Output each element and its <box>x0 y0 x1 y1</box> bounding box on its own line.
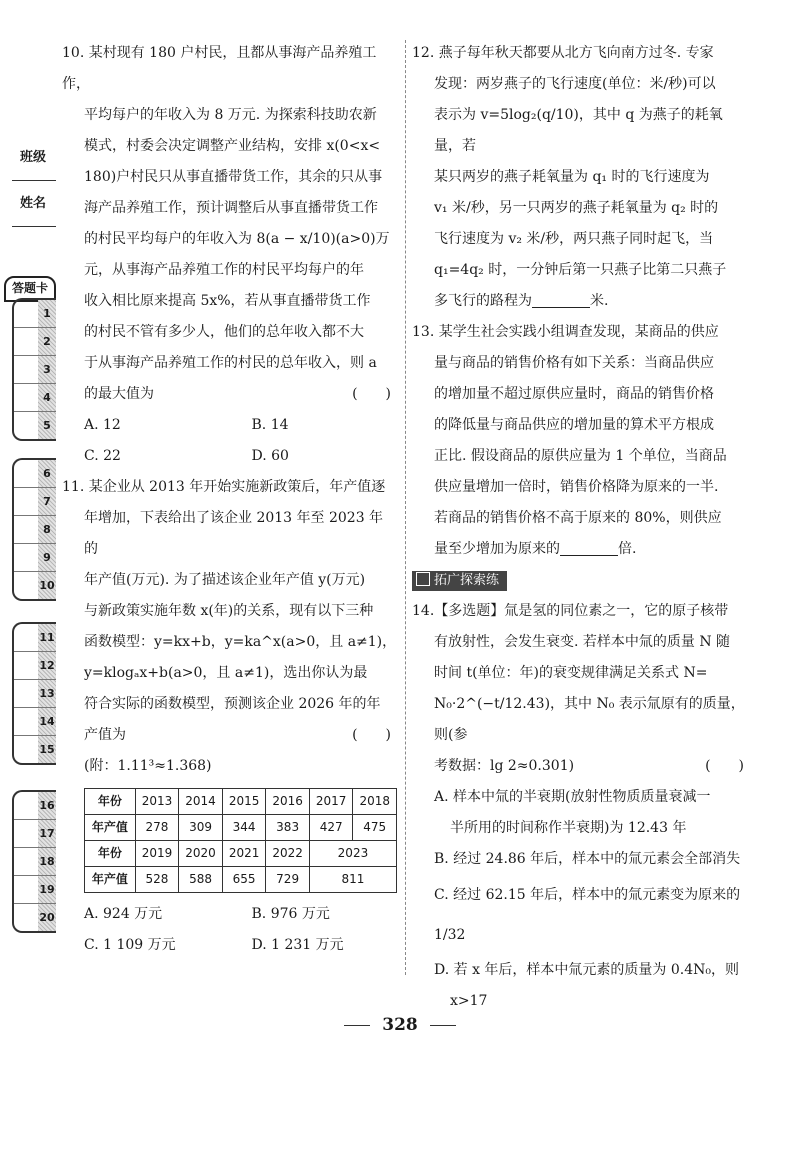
answer-tab-group-3 <box>12 622 56 765</box>
class-label: 班级 <box>20 150 47 165</box>
question-text-line: 的最大值为 <box>84 386 154 402</box>
answer-tab: 17 <box>14 820 56 848</box>
table-cell: 2015 <box>222 789 266 815</box>
answer-tab: 4 <box>14 384 56 412</box>
table-cell: 2013 <box>135 789 179 815</box>
question-text-line: 飞行速度为 v₂ 米/秒，两只燕子同时起飞，当 <box>434 231 714 247</box>
table-cell: 2020 <box>179 841 223 867</box>
option-d: D. 若 x 年后，样本中氚元素的质量为 0.4N₀，则 <box>434 962 739 978</box>
question-text-line: 的村民不管有多少人，他们的总年收入都不大 <box>84 324 364 340</box>
question-text-line: 考数据：lg 2≈0.301) <box>434 758 575 774</box>
table-cell: 278 <box>135 815 179 841</box>
option-a: A. 12 <box>84 417 121 433</box>
answer-tab: 1 <box>14 300 56 328</box>
question-text-line: 模式，村委会决定调整产业结构，安排 x(0<x< <box>84 138 381 154</box>
question-text-line: 若商品的销售价格不高于原来的 80%，则供应 <box>434 510 722 526</box>
table-cell: 528 <box>135 867 179 893</box>
name-label: 姓名 <box>20 196 47 211</box>
answer-tab-group-4 <box>12 790 56 933</box>
question-text-line: 时间 t(单位：年)的衰变规律满足关系式 N= <box>434 665 708 681</box>
question-text-line: 海产品养殖工作，预计调整后从事直播带货工作 <box>84 200 378 216</box>
question-text-line: 发现：两岁燕子的飞行速度(单位：米/秒)可以 <box>434 76 716 92</box>
answer-tab-group-1 <box>12 298 56 441</box>
question-text-line: 多飞行的路程为 <box>434 293 532 309</box>
answer-parentheses: ( ) <box>352 727 391 743</box>
question-text-line: 平均每户的年收入为 8 万元. 为探索科技助农新 <box>84 107 377 123</box>
option-b: B. 976 万元 <box>251 906 330 922</box>
question-text-line: 量与商品的销售价格有如下关系：当商品供应 <box>434 355 714 371</box>
options-row <box>62 930 397 961</box>
table-cell: 427 <box>309 815 353 841</box>
question-10 <box>62 38 397 472</box>
question-text-line: 产值为 <box>84 727 126 743</box>
question-12 <box>412 38 750 317</box>
question-text-line: 收入相比原来提高 5x%，若从事直播带货工作 <box>84 293 371 309</box>
question-11 <box>62 472 397 961</box>
question-text-line: 13. 某学生社会实践小组调查发现，某商品的供应 <box>412 324 719 340</box>
answer-tab: 10 <box>14 572 56 599</box>
option-c: C. 1 109 万元 <box>84 937 176 953</box>
question-text-line: 10. 某村现有 180 户村民，且都从事海产品养殖工作， <box>62 45 377 92</box>
question-text-line: 14.【多选题】氚是氢的同位素之一，它的原子核带 <box>412 603 729 619</box>
question-text-line: N₀·2^(−t/12.43)，其中 N₀ 表示氚原有的质量，则(参 <box>434 696 745 743</box>
question-13 <box>412 317 750 565</box>
question-text-line: 180)户村民只从事直播带货工作，其余的只从事 <box>84 169 383 185</box>
unit-text: 倍. <box>618 541 637 557</box>
answer-parentheses: ( ) <box>705 758 744 774</box>
option-b: B. 经过 24.86 年后，样本中的氚元素会全部消失 <box>434 851 741 867</box>
answer-tab: 13 <box>14 680 56 708</box>
answer-tab: 16 <box>14 792 56 820</box>
question-text-line: 11. 某企业从 2013 年开始实施新政策后，年产值逐 <box>62 479 386 495</box>
question-text-line: 年产值(万元). 为了描述该企业年产值 y(万元) <box>84 572 366 588</box>
page-number-text: 328 <box>382 1015 418 1035</box>
answer-tab: 15 <box>14 736 56 763</box>
question-text-line: 的降低量与商品供应的增加量的算术平方根成 <box>434 417 714 433</box>
options-row <box>62 899 397 930</box>
question-text-line: 表示为 v=5log₂(q/10)，其中 q 为燕子的耗氧量，若 <box>434 107 723 154</box>
section-title-tag <box>412 571 507 591</box>
table-header-year: 年份 <box>85 789 136 815</box>
answer-tab: 11 <box>14 624 56 652</box>
table-cell: 588 <box>179 867 223 893</box>
question-text-line: 正比. 假设商品的原供应量为 1 个单位，当商品 <box>434 448 727 464</box>
table-cell: 2018 <box>353 789 397 815</box>
table-header-value: 年产值 <box>85 815 136 841</box>
option-d: D. 60 <box>251 448 289 464</box>
answer-tab: 8 <box>14 516 56 544</box>
option-c: C. 22 <box>84 448 121 464</box>
question-text-line: 函数模型：y=kx+b，y=ka^x(a>0，且 a≠1)， <box>84 634 397 650</box>
column-divider <box>405 40 406 975</box>
table-cell: 344 <box>222 815 266 841</box>
question-14 <box>412 596 750 1017</box>
section-title: 拓广探索练 <box>434 573 500 588</box>
answer-tab: 5 <box>14 412 56 439</box>
table-cell: 729 <box>266 867 310 893</box>
answer-parentheses: ( ) <box>352 386 391 402</box>
question-text-line: 与新政策实施年数 x(年)的关系，现有以下三种 <box>84 603 374 619</box>
option-a-continued: 半所用的时间称作半衰期)为 12.43 年 <box>450 820 687 836</box>
answer-tab: 18 <box>14 848 56 876</box>
answer-tab: 6 <box>14 460 56 488</box>
answer-tab-group-2 <box>12 458 56 601</box>
table-cell: 2022 <box>266 841 310 867</box>
table-cell: 2017 <box>309 789 353 815</box>
question-text-line: 有放射性，会发生衰变. 若样本中氚的质量 N 随 <box>434 634 731 650</box>
output-value-table <box>84 788 397 893</box>
option-d-continued: x>17 <box>450 993 488 1009</box>
question-text-line: 某只两岁的燕子耗氧量为 q₁ 时的飞行速度为 <box>434 169 710 185</box>
question-text-line: 的村民平均每户的年收入为 8(a − x/10)(a>0)万 <box>84 231 390 247</box>
table-header-year: 年份 <box>85 841 136 867</box>
question-text-line: y=klogₐx+b(a>0，且 a≠1)，选出你认为最 <box>84 665 368 681</box>
right-column <box>412 38 750 1017</box>
table-cell: 2016 <box>266 789 310 815</box>
question-text-line: v₁ 米/秒，另一只两岁的燕子耗氧量为 q₂ 时的 <box>434 200 719 216</box>
answer-blank[interactable] <box>560 537 618 556</box>
table-cell: 2014 <box>179 789 223 815</box>
option-b: B. 14 <box>251 417 289 433</box>
answer-tab: 20 <box>14 904 56 931</box>
table-cell: 655 <box>222 867 266 893</box>
table-cell: 811 <box>309 867 396 893</box>
question-text-line: 量至少增加为原来的 <box>434 541 560 557</box>
table-header-value: 年产值 <box>85 867 136 893</box>
question-text-line: 的增加量不超过原供应量时，商品的销售价格 <box>434 386 714 402</box>
class-field <box>12 140 56 181</box>
table-cell: 2019 <box>135 841 179 867</box>
table-cell: 475 <box>353 815 397 841</box>
answer-tab: 14 <box>14 708 56 736</box>
unit-text: 米. <box>590 293 609 309</box>
answer-blank[interactable] <box>532 289 590 308</box>
table-cell: 383 <box>266 815 310 841</box>
name-field <box>12 186 56 227</box>
reference-note: (附：1.11³≈1.368) <box>84 758 212 774</box>
answer-tab: 3 <box>14 356 56 384</box>
question-text-line: 符合实际的函数模型，预测该企业 2026 年的年 <box>84 696 381 712</box>
answer-tab: 9 <box>14 544 56 572</box>
answer-tab: 12 <box>14 652 56 680</box>
table-cell: 309 <box>179 815 223 841</box>
option-a: A. 样本中氚的半衰期(放射性物质质量衰减一 <box>434 789 711 805</box>
answer-tab: 2 <box>14 328 56 356</box>
question-text-line: 元，从事海产品养殖工作的村民平均每户的年 <box>84 262 364 278</box>
question-text-line: 供应量增加一倍时，销售价格降为原来的一半. <box>434 479 719 495</box>
options-row <box>62 441 397 472</box>
page-number <box>0 1015 800 1035</box>
option-c: C. 经过 62.15 年后，样本中的氚元素变为原来的 1/32 <box>434 887 741 943</box>
answer-card-label: 答题卡 <box>4 276 56 302</box>
option-d: D. 1 231 万元 <box>251 937 344 953</box>
question-text-line: q₁=4q₂ 时，一分钟后第一只燕子比第二只燕子 <box>434 262 727 278</box>
question-text-line: 12. 燕子每年秋天都要从北方飞向南方过冬. 专家 <box>412 45 714 61</box>
left-column <box>62 38 397 961</box>
table-cell: 2021 <box>222 841 266 867</box>
options-row <box>62 410 397 441</box>
option-a: A. 924 万元 <box>84 906 163 922</box>
question-text-line: 于从事海产品养殖工作的村民的总年收入，则 a <box>84 355 377 371</box>
question-text-line: 年增加，下表给出了该企业 2013 年至 2023 年的 <box>84 510 384 557</box>
answer-tab: 19 <box>14 876 56 904</box>
answer-tab: 7 <box>14 488 56 516</box>
table-cell: 2023 <box>309 841 396 867</box>
book-icon <box>416 572 430 586</box>
